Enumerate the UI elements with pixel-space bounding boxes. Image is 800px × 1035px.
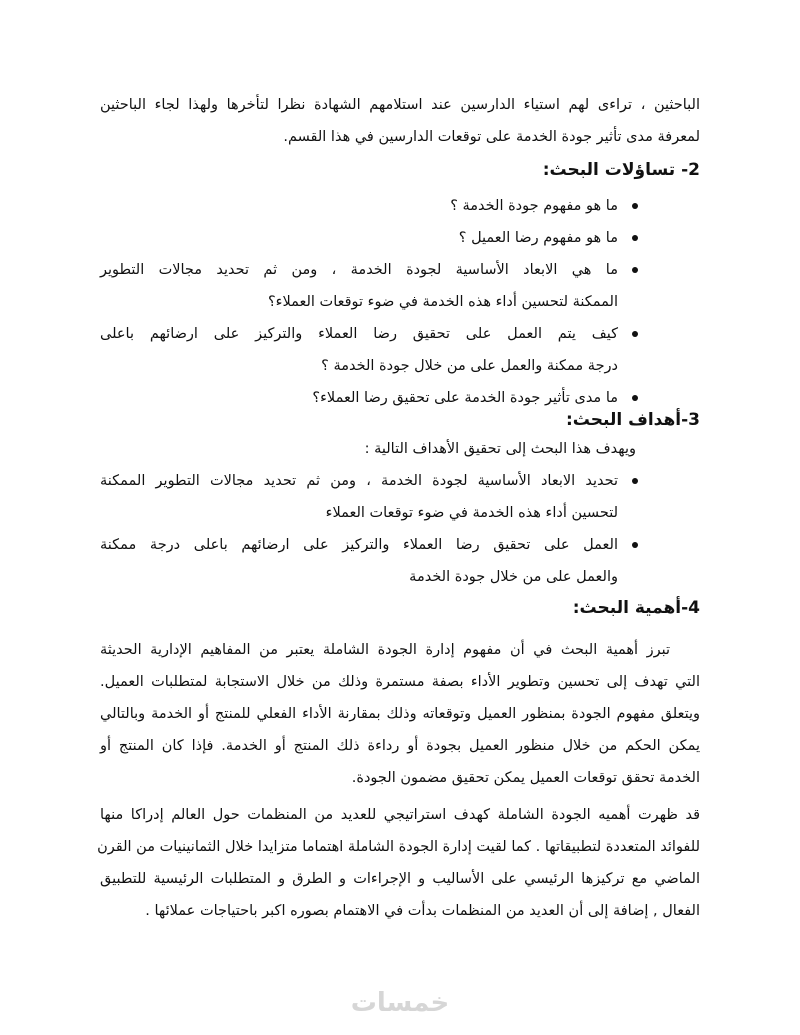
objective-item: العمل على تحقيق رضا العملاء والتركيز على ارضائهم باعلى درجة ممكنة bbox=[100, 537, 618, 553]
question-item: كيف يتم العمل على تحقيق رضا العملاء والتركيز على ارضائهم باعلى bbox=[100, 326, 618, 342]
importance-line: التي تهدف إلى تحسين وتطوير الأداء بصفة مستمرة وذلك من خلال الاستجابة لمتطلبات العميل. bbox=[100, 674, 700, 690]
section-heading-importance: 4-أهمية البحث: bbox=[572, 598, 700, 618]
importance-line: يمكن الحكم من خلال منظور العميل بجودة أو رداءة ذلك المنتج أو الخدمة. فإذا كان المنتج أو bbox=[100, 738, 700, 754]
intro-line: الباحثين ، تراءى لهم استياء الدارسين عند استلامهم الشهادة نظرا لتأخرها ولهذا لجاء الباحثين bbox=[100, 97, 700, 113]
bullet-icon bbox=[632, 267, 638, 273]
question-item: ما مدى تأثير جودة الخدمة على تحقيق رضا العملاء؟ bbox=[312, 390, 618, 406]
bullet-icon bbox=[632, 542, 638, 548]
bullet-icon bbox=[632, 331, 638, 337]
question-item: ما هو مفهوم رضا العميل ؟ bbox=[458, 230, 618, 246]
objective-item: تحديد الابعاد الأساسية لجودة الخدمة ، ومن ثم تحديد مجالات التطوير الممكنة bbox=[100, 473, 618, 489]
importance-line: الفعال , إضافة إلى أن العديد من المنظمات بدأت في الاهتمام بصوره اكبر باحتياجات عملائها . bbox=[145, 903, 700, 919]
objective-item-cont: لتحسين أداء هذه الخدمة في ضوء توقعات العملاء bbox=[325, 505, 618, 521]
bullet-icon bbox=[632, 395, 638, 401]
importance-line: تبرز أهمية البحث في أن مفهوم إدارة الجودة الشاملة يعتبر من المفاهيم الإدارية الحديثة bbox=[100, 642, 670, 658]
bullet-icon bbox=[632, 203, 638, 209]
importance-line: الماضي مع تركيزها الرئيسي على الأساليب و الإجراءات و الطرق و المتطلبات الرئيسية للتطبيق bbox=[100, 871, 700, 887]
section-heading-objectives: 3-أهداف البحث: bbox=[565, 410, 700, 430]
importance-line: الخدمة تحقق توقعات العميل يمكن تحقيق مضمون الجودة. bbox=[351, 770, 700, 786]
question-item-cont: الممكنة لتحسين أداء هذه الخدمة في ضوء توقعات العملاء؟ bbox=[267, 294, 618, 310]
question-item-cont: درجة ممكنة والعمل على من خلال جودة الخدمة ؟ bbox=[321, 358, 618, 374]
importance-line: قد ظهرت أهميه الجودة الشاملة كهدف استراتيجي للعديد من المنظمات حول العالم إدراكا منها bbox=[100, 807, 700, 823]
intro-line: لمعرفة مدى تأثير جودة الخدمة على توقعات الدارسين في هذا القسم. bbox=[283, 129, 700, 145]
bullet-icon bbox=[632, 235, 638, 241]
question-item: ما هي الابعاد الأساسية لجودة الخدمة ، ومن ثم تحديد مجالات التطوير bbox=[100, 262, 618, 278]
objectives-intro: ويهدف هذا البحث إلى تحقيق الأهداف التالية : bbox=[364, 441, 636, 457]
question-item: ما هو مفهوم جودة الخدمة ؟ bbox=[450, 198, 618, 214]
bullet-icon bbox=[632, 478, 638, 484]
section-heading-questions: 2- تساؤلات البحث: bbox=[542, 160, 700, 180]
objective-item-cont: والعمل على من خلال جودة الخدمة bbox=[409, 569, 618, 585]
watermark-logo: خمسات bbox=[350, 988, 450, 1018]
importance-line: ويتعلق مفهوم الجودة بمنظور العميل وتوقعاته وذلك بمقارنة الأداء الفعلي للمنتج أو الخدمة وبالتالي bbox=[100, 706, 700, 722]
importance-line: للفوائد المتعددة لتطبيقاتها . كما لقيت إدارة الجودة الشاملة اهتماما متزايدا خلال الثمانينيات من القرن bbox=[97, 839, 700, 855]
